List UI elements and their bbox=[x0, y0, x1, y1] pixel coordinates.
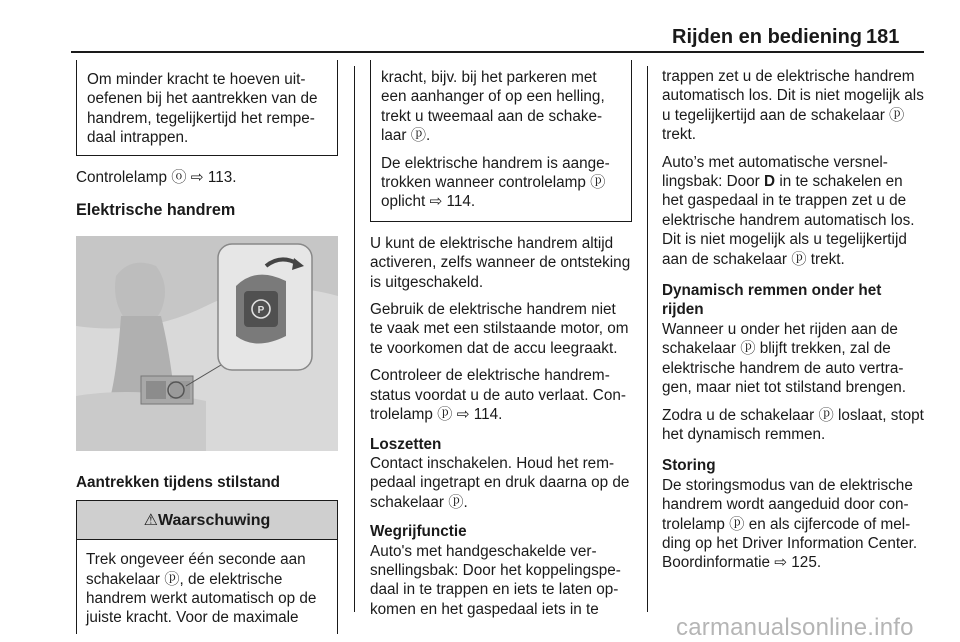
storing-heading: Storing bbox=[662, 457, 716, 475]
gear-d-label: D bbox=[764, 173, 776, 191]
dynamic-braking-heading: Dynamisch remmen onder het rijden bbox=[662, 282, 882, 319]
loszetten-heading: Loszetten bbox=[370, 435, 442, 453]
column-3 bbox=[662, 60, 926, 581]
wegrijfunctie-heading: Wegrijfunctie bbox=[370, 523, 467, 541]
note-box bbox=[76, 60, 338, 156]
paragraph: Gebruik de elektrische handrem niet te vaak met een stilstaande motor, om te voorkomen dat de accu leegraakt. bbox=[370, 301, 629, 357]
dynamic-braking-text-2: Zodra u de schakelaar ⓟ loslaat, stopt het dynamisch remmen. bbox=[662, 406, 924, 443]
text-part: Auto’s met automatische versnellingsbak: Door bbox=[662, 153, 888, 191]
note-text: Om minder kracht te hoeven uitoefenen bij het aantrekken van de handrem, tegelijkertijd het rempedaal intrappen. bbox=[87, 71, 318, 147]
text-part: in te schakelen en het gaspedaal in te trappen zet u de elektrische handrem automatisch los. Dit is niet mogelijk als u tegelijkertijd aan de schakelaar ⓟ trekt. bbox=[662, 173, 915, 268]
watermark: carmanualsonline.info bbox=[676, 614, 914, 641]
box-text-2: De elektrische handrem is aangetrokken wanneer controlelamp ⓟ oplicht ⇨ 114. bbox=[381, 154, 610, 211]
section-heading: Elektrische handrem bbox=[76, 201, 236, 220]
column-divider bbox=[354, 66, 355, 612]
loszetten-text: Contact inschakelen. Houd het rempedaal ingetrapt en druk daarna op de schakelaar ⓟ. bbox=[370, 454, 630, 511]
warning-text: Trek ongeveer één seconde aan schakelaar ⓟ, de elektrische handrem werkt automatisch op de juiste kracht. Voor de maximale bbox=[86, 551, 317, 627]
column-divider bbox=[647, 66, 648, 612]
paragraph: trappen zet u de elektrische handrem automatisch los. Dit is niet mogelijk als u tegelijkertijd aan de schakelaar ⓟ trekt. bbox=[662, 68, 924, 144]
page-header bbox=[0, 0, 960, 60]
storing-text: De storingsmodus van de elektrische handrem wordt aangeduid door controlelamp ⓟ en als cijfercode of melding op het Driver Information Center. Boordinformatie ⇨ 125. bbox=[662, 476, 918, 572]
column-1 bbox=[76, 60, 338, 634]
box-text-1: kracht, bijv. bij het parkeren met een aanhanger of op een helling, trekt u tweemaal aan de schakelaar ⓟ. bbox=[381, 69, 605, 145]
handbrake-switch-illustration bbox=[76, 236, 338, 451]
column-2 bbox=[370, 60, 632, 627]
svg-text:P: P bbox=[257, 305, 265, 317]
paragraph: U kunt de elektrische handrem altijd activeren, zelfs wanneer de ontsteking is uitgeschakeld. bbox=[370, 234, 631, 291]
paragraph: Controleer de elektrische handremstatus voordat u de auto verlaat. Controlelamp ⓟ ⇨ 114. bbox=[370, 367, 626, 424]
dynamic-braking-text: Wanneer u onder het rijden aan de schakelaar ⓟ blijft trekken, zal de elektrische handrem de auto vertragen, maar niet tot stilstand brengen. bbox=[662, 320, 907, 397]
warning-title: ⚠Waarschuwing bbox=[143, 511, 271, 529]
page-number: 181 bbox=[866, 26, 900, 48]
paragraph bbox=[662, 153, 926, 269]
header-rule bbox=[71, 51, 924, 53]
warning-header bbox=[76, 500, 338, 540]
warning-body bbox=[76, 540, 338, 634]
subsection-heading: Aantrekken tijdens stilstand bbox=[76, 473, 281, 491]
warning-continuation-box bbox=[370, 60, 632, 222]
control-lamp-ref: Controlelamp ⓞ ⇨ 113. bbox=[76, 168, 237, 186]
wegrijfunctie-text: Auto's met handgeschakelde versnellingsbak: Door het koppelingspedaal in te trappen en iets te laten opkomen en het gaspedaal iets in te bbox=[370, 542, 621, 618]
chapter-title: Rijden en bediening bbox=[672, 26, 863, 48]
